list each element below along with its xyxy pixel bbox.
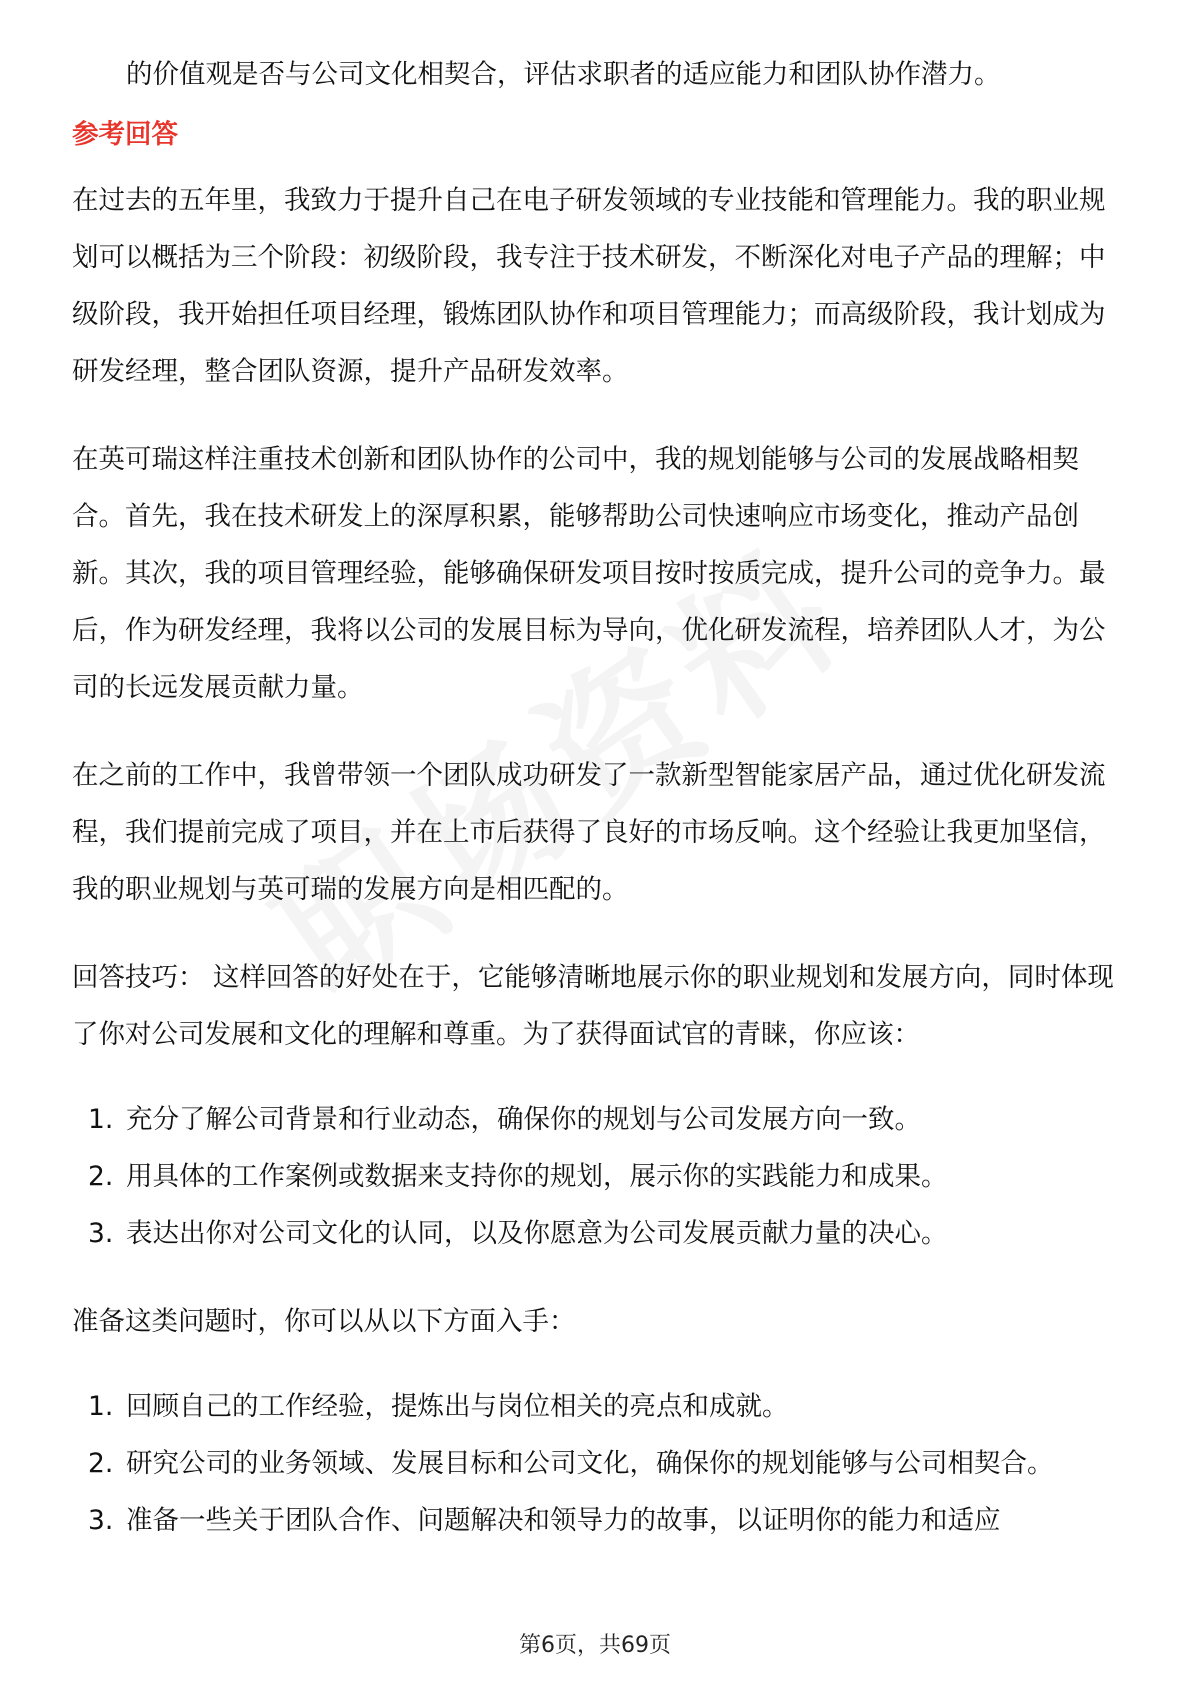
answer-paragraph-2: 在英可瑞这样注重技术创新和团队协作的公司中，我的规划能够与公司的发展战略相契合。首先，我在技术研发上的深厚积累，能够帮助公司快速响应市场变化，推动产品创新。其次，我的项目管理经验，能够确保研发项目按时按质完成，提升公司的竞争力。最后，作为研发经理，我将以公司的发展目标为导向，优化研发流程，培养团队人才，为公司的长远发展贡献力量。 <box>72 444 1106 703</box>
list-number: 3. <box>88 1505 114 1536</box>
list-number: 1. <box>88 1391 114 1422</box>
prep-list <box>72 1378 1122 1549</box>
list-item <box>72 1492 1122 1549</box>
tips-paragraph: 回答技巧： 这样回答的好处在于，它能够清晰地展示你的职业规划和发展方向，同时体现了你对公司发展和文化的理解和尊重。为了获得面试官的青睐，你应该： <box>72 962 1114 1050</box>
list-item-text: 准备一些关于团队合作、问题解决和领导力的故事，以证明你的能力和适应 <box>126 1505 1001 1536</box>
list-number: 2. <box>88 1161 114 1192</box>
list-item <box>72 1205 1122 1262</box>
page-content <box>72 46 1122 1549</box>
prep-intro: 准备这类问题时，你可以从以下方面入手： <box>72 1306 576 1337</box>
answer-paragraph-1: 在过去的五年里，我致力于提升自己在电子研发领域的专业技能和管理能力。我的职业规划可以概括为三个阶段：初级阶段，我专注于技术研发，不断深化对电子产品的理解；中级阶段，我开始担任项目经理，锻炼团队协作和项目管理能力；而高级阶段，我计划成为研发经理，整合团队资源，提升产品研发效率。 <box>72 185 1106 387</box>
list-number: 2. <box>88 1448 114 1479</box>
list-item-text: 用具体的工作案例或数据来支持你的规划，展示你的实践能力和成果。 <box>126 1161 948 1192</box>
tips-list <box>72 1091 1122 1262</box>
section-heading: 参考回答 <box>72 119 178 150</box>
list-item <box>72 1091 1122 1148</box>
list-item <box>72 1378 1122 1435</box>
list-item-text: 充分了解公司背景和行业动态，确保你的规划与公司发展方向一致。 <box>126 1104 921 1135</box>
page-footer: 第6页，共69页 <box>519 1633 671 1658</box>
list-number: 1. <box>88 1104 114 1135</box>
intro-text: 的价值观是否与公司文化相契合，评估求职者的适应能力和团队协作潜力。 <box>126 59 1001 90</box>
list-item-text: 表达出你对公司文化的认同，以及你愿意为公司发展贡献力量的决心。 <box>126 1218 948 1249</box>
list-item-text: 回顾自己的工作经验，提炼出与岗位相关的亮点和成就。 <box>126 1391 789 1422</box>
list-item <box>72 1148 1122 1205</box>
answer-paragraph-3: 在之前的工作中，我曾带领一个团队成功研发了一款新型智能家居产品，通过优化研发流程，我们提前完成了项目，并在上市后获得了良好的市场反响。这个经验让我更加坚信，我的职业规划与英可瑞的发展方向是相匹配的。 <box>72 760 1106 905</box>
list-number: 3. <box>88 1218 114 1249</box>
list-item <box>72 1435 1122 1492</box>
list-item-text: 研究公司的业务领域、发展目标和公司文化，确保你的规划能够与公司相契合。 <box>126 1448 1054 1479</box>
